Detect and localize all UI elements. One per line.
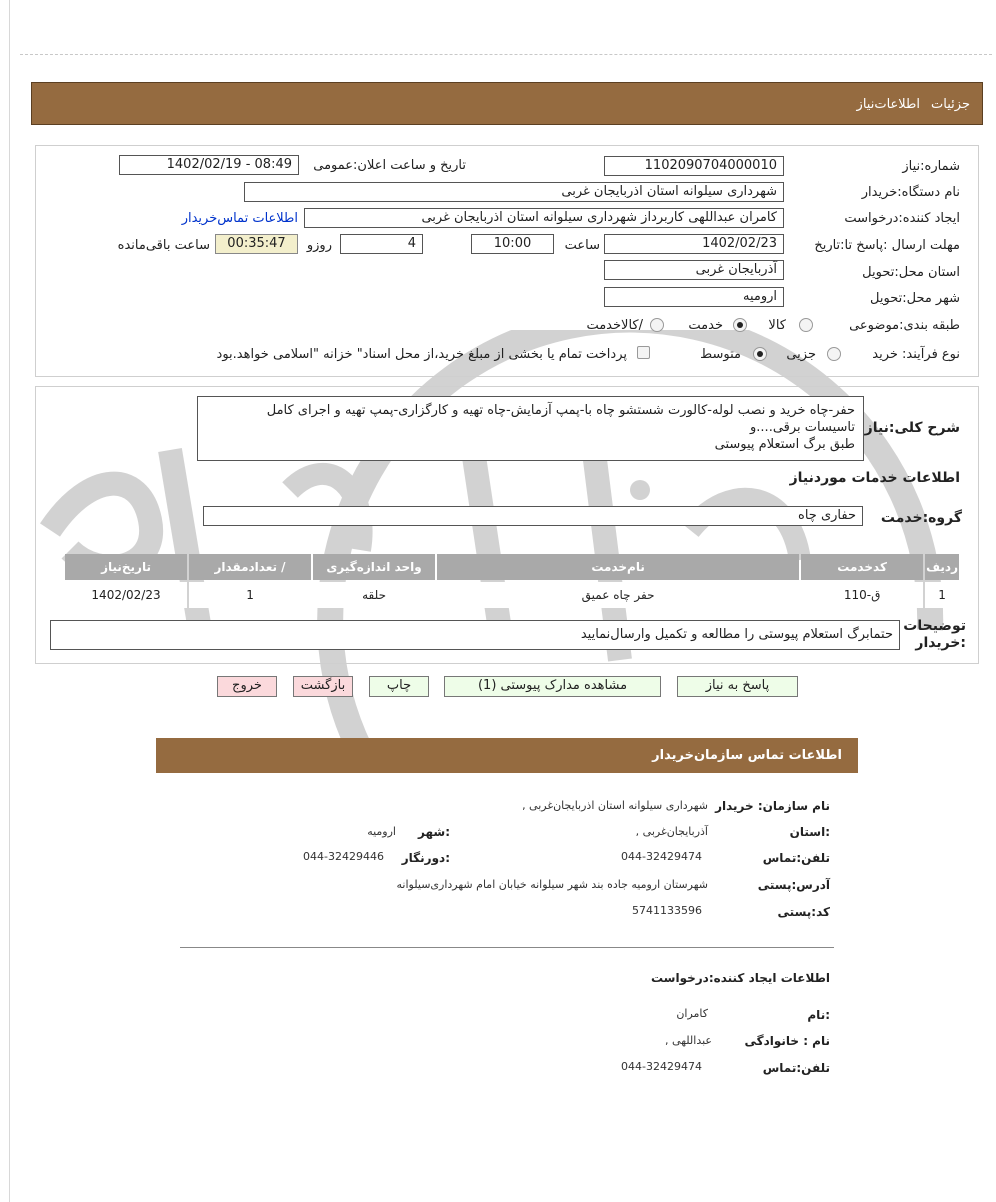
requester-family-label: نام : خانوادگی — [744, 1034, 830, 1048]
top-dotted-divider — [20, 54, 992, 55]
col-code: کدخدمت — [801, 554, 923, 580]
description-line-3: طبق برگ استعلام پیوستی — [714, 437, 855, 452]
description-box — [197, 396, 864, 461]
back-button[interactable]: بازگشت — [293, 676, 353, 697]
cell-name: حفر چاه عمیق — [437, 582, 799, 608]
services-table — [63, 552, 961, 610]
left-border-line — [9, 0, 10, 1202]
page-header-bar — [31, 82, 983, 125]
days-field: 4 — [340, 234, 423, 254]
requester-phone-label: تلفن:تماس — [762, 1061, 830, 1075]
category-service-radio[interactable] — [733, 318, 747, 332]
org-label: نام سازمان: خریدار — [715, 799, 830, 813]
contact-address-value: شهرستان ارومیه جاده بند شهر سیلوانه خیابان امام شهرداری‌سیلوانه — [396, 878, 708, 891]
buyer-notes-field: حتمابرگ استعلام پیوستی را مطالعه و تکمیل وارسال‌نمایید — [50, 620, 900, 650]
contact-province-value: آذربایجان‌غربی , — [635, 825, 708, 838]
city-label: شهر محل:تحویل — [870, 291, 960, 306]
contact-postal-value: 5741133596 — [632, 904, 702, 917]
col-row: ردیف — [925, 554, 959, 580]
creator-field: کامران عبداللهی کاربرداز شهرداری سیلوانه استان اذربایجان غربی — [304, 208, 784, 228]
contact-city-label: :شهر — [418, 825, 450, 839]
category-service-label: خدمت — [688, 318, 723, 333]
contact-phone-label: تلفن:تماس — [762, 851, 830, 865]
cell-row: 1 — [925, 582, 959, 608]
contact-fax-value: 044-32429446 — [303, 850, 384, 863]
category-label: طبقه بندی:موضوعی — [849, 318, 960, 333]
contact-address-label: آدرس:پستی — [757, 878, 830, 892]
province-label: استان محل:تحویل — [862, 265, 960, 280]
service-group-label: گروه:خدمت — [880, 510, 962, 526]
col-name: نام‌خدمت — [437, 554, 799, 580]
payment-checkbox[interactable] — [637, 346, 650, 359]
org-value: شهرداری سیلوانه استان اذربایجان‌غربی , — [522, 799, 708, 812]
service-group-field: حفاری چاه — [203, 506, 863, 526]
process-minor-radio[interactable] — [827, 347, 841, 361]
col-quantity: / تعدادمقدار — [189, 554, 311, 580]
deadline-label: مهلت ارسال :پاسخ تا:تاریخ — [814, 238, 960, 253]
exit-button[interactable]: خروج — [217, 676, 277, 697]
buyer-notes-label: توضیحات :خریدار — [903, 618, 966, 651]
buyer-field: شهرداری سیلوانه استان اذربایجان غربی — [244, 182, 784, 202]
category-both-label: /کالاخدمت — [586, 318, 643, 333]
deadline-date-field: 1402/02/23 — [604, 234, 784, 254]
requester-phone-value: 044-32429474 — [621, 1060, 702, 1073]
cell-unit: حلقه — [313, 582, 435, 608]
category-goods-label: کالا — [768, 318, 786, 333]
category-both-radio[interactable] — [650, 318, 664, 332]
deadline-time-field: 10:00 — [471, 234, 554, 254]
contact-phone-value: 044-32429474 — [621, 850, 702, 863]
description-line-1: حفر-چاه خرید و نصب لوله-کالورت شستشو چاه با-پمپ آزمایش-چاه تهیه و کارگزاری-پمپ تهیه و اجرای کامل — [266, 403, 855, 418]
time-label: ساعت — [564, 238, 600, 253]
services-section-title: اطلاعات خدمات موردنیاز — [789, 470, 960, 486]
contact-header-bar — [156, 738, 858, 773]
services-table-header — [65, 554, 959, 580]
reply-button[interactable]: پاسخ به نیاز — [677, 676, 798, 697]
contact-fax-label: :دورنگار — [401, 851, 450, 865]
payment-note: پرداخت تمام یا بخشی از مبلغ خرید،از محل اسناد" خزانه "اسلامی خواهد.بود — [216, 347, 627, 362]
contact-postal-label: کد:پستی — [777, 905, 830, 919]
need-info-panel — [35, 145, 979, 377]
need-number-field: 1102090704000010 — [604, 156, 784, 176]
buyer-contact-link[interactable]: اطلاعات تماس‌خریدار — [181, 211, 298, 226]
contact-city-value: ارومیه — [367, 825, 396, 838]
contact-province-label: :استان — [789, 825, 830, 839]
process-medium-radio[interactable] — [753, 347, 767, 361]
announce-field: 1402/02/19 - 08:49 — [119, 155, 299, 175]
process-medium-label: متوسط — [700, 347, 741, 362]
city-field: ارومیه — [604, 287, 784, 307]
contact-divider — [180, 947, 834, 948]
requester-family-value: عبداللهی , — [665, 1034, 712, 1047]
col-unit: واحد اندازه‌گیری — [313, 554, 435, 580]
remaining-timer: 00:35:47 — [215, 234, 298, 254]
requester-title: اطلاعات ایجاد کننده:درخواست — [650, 971, 830, 985]
remaining-label: ساعت باقی‌مانده — [117, 238, 210, 253]
cell-date: 1402/02/23 — [65, 582, 187, 608]
header-info-tab[interactable]: اطلاعات‌نیاز — [856, 97, 920, 112]
description-label: شرح کلی:نیاز — [864, 420, 960, 436]
process-label: نوع فرآیند: خرید — [872, 347, 960, 362]
col-date: تاریخ‌نیاز — [65, 554, 187, 580]
days-label: روزو — [306, 238, 332, 253]
process-minor-label: جزیی — [786, 347, 816, 362]
announce-label: تاریخ و ساعت اعلان:عمومی — [313, 158, 466, 173]
attachments-button[interactable]: مشاهده مدارک پیوستی (1) — [444, 676, 661, 697]
contact-title: اطلاعات تماس سازمان‌خریدار — [652, 748, 842, 763]
need-number-label: شماره:نیاز — [902, 159, 960, 174]
buyer-label: نام دستگاه:خریدار — [861, 185, 960, 200]
cell-quantity: 1 — [189, 582, 311, 608]
description-line-2: تاسیسات برقی....و — [750, 420, 855, 435]
header-details-tab[interactable]: جزئیات — [931, 97, 970, 112]
print-button[interactable]: چاپ — [369, 676, 429, 697]
cell-code: ق-110 — [801, 582, 923, 608]
category-goods-radio[interactable] — [799, 318, 813, 332]
requester-name-value: کامران — [676, 1007, 708, 1020]
creator-label: ایجاد کننده:درخواست — [844, 211, 960, 226]
requester-name-label: :نام — [807, 1008, 830, 1022]
table-row — [65, 582, 959, 608]
province-field: آذربایجان غربی — [604, 260, 784, 280]
